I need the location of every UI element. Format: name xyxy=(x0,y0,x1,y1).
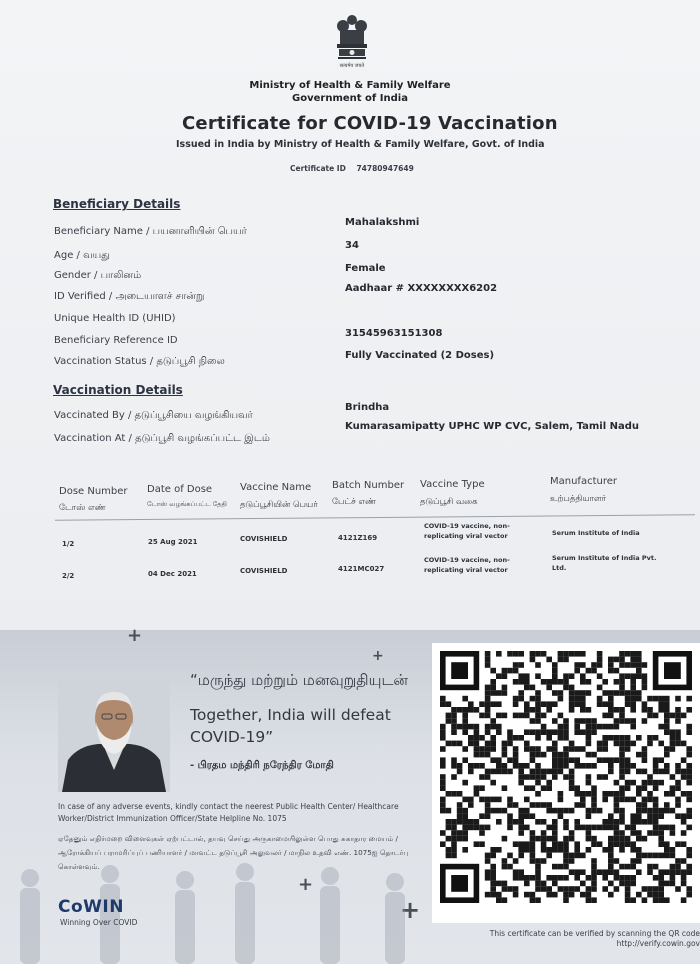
field-value: Kumarasamipatty UPHC WP CVC, Salem, Tamil Nadu xyxy=(345,421,640,432)
batch-number: 4121MC027 xyxy=(338,565,385,573)
table-header-ta: பேட்ச் எண் xyxy=(332,497,376,507)
field-value: 31545963151308 xyxy=(345,328,443,339)
adverse-events-contact: In case of any adverse events, kindly contact the neerest Public Health Center/ Healthcare Worker/District Immunization Officer/State Helpline No. 1075 xyxy=(58,802,399,823)
field-value: Aadhaar # XXXXXXXX6202 xyxy=(345,283,498,294)
table-divider xyxy=(55,514,695,521)
vaccine-type: COVID-19 vaccine, non-replicating viral vector xyxy=(424,522,510,540)
field-value: Fully Vaccinated (2 Doses) xyxy=(345,350,495,361)
table-header-ta: டோஸ் எண் xyxy=(59,503,106,513)
field-label: Gender / பாலினம் xyxy=(54,270,142,281)
table-header-ta: டோஸ் வழங்கப்பட்ட தேதி xyxy=(147,500,227,508)
qr-code[interactable] xyxy=(432,643,700,923)
table-header-ta: தடுப்பூசி வகை xyxy=(420,497,478,507)
beneficiary-heading: Beneficiary Details xyxy=(53,197,181,211)
vaccine-name: COVISHIELD xyxy=(240,567,288,575)
table-header: Dose Number xyxy=(59,486,128,497)
dose-number: 1/2 xyxy=(62,540,75,548)
plus-icon: + xyxy=(372,648,384,664)
field-label: Vaccinated By / தடுப்பூசியை வழங்கியவர் xyxy=(54,410,253,421)
field-value: Mahalakshmi xyxy=(345,217,420,228)
field-label: Vaccination Status / தடுப்பூசி நிலை xyxy=(54,356,225,367)
table-header-ta: தடுப்பூசியின் பெயர் xyxy=(240,500,318,510)
vaccination-heading: Vaccination Details xyxy=(53,383,183,397)
quote-english: Together, India will defeat COVID-19” xyxy=(190,706,391,746)
field-value: Female xyxy=(345,263,386,274)
field-label: Age / வயது xyxy=(54,250,110,261)
dose-number: 2/2 xyxy=(62,572,75,580)
field-label: Beneficiary Name / பயனாளியின் பெயர் xyxy=(54,226,247,237)
quote-attribution: - பிரதம மந்திரி நரேந்திர மோதி xyxy=(190,760,334,771)
vaccine-type: COVID-19 vaccine, non-replicating viral vector xyxy=(424,556,510,574)
verify-note xyxy=(462,929,700,949)
dose-date: 25 Aug 2021 xyxy=(148,538,198,546)
certificate-id-label: Certificate ID xyxy=(290,164,346,173)
field-label: ID Verified / அடையாளச் சான்று xyxy=(54,291,205,302)
field-label: Vaccination At / தடுப்பூசி வழங்கப்பட்ட இடம் xyxy=(54,433,270,444)
vaccine-name: COVISHIELD xyxy=(240,535,288,543)
table-header: Batch Number xyxy=(332,480,405,491)
table-header-ta: உற்பத்தியாளர் xyxy=(550,494,607,504)
certificate-id-value: 74780947649 xyxy=(356,164,414,173)
emblem-caption: सत्यमेव जयते xyxy=(339,63,365,69)
cowin-tagline: Winning Over COVID xyxy=(60,918,138,927)
plus-icon: + xyxy=(400,896,421,924)
dose-date: 04 Dec 2021 xyxy=(148,570,197,578)
batch-number: 4121Z169 xyxy=(338,534,378,542)
issued-by: Issued in India by Ministry of Health & Family Welfare, Govt. of India xyxy=(176,139,545,150)
field-value: Brindha xyxy=(345,402,390,413)
government-name: Government of India xyxy=(292,93,408,104)
manufacturer: Serum Institute of India Pvt. Ltd. xyxy=(552,554,657,572)
cowin-logo: CoWIN xyxy=(58,897,124,917)
table-header: Vaccine Type xyxy=(420,479,485,490)
certificate-title: Certificate for COVID-19 Vaccination xyxy=(182,113,558,134)
table-header: Manufacturer xyxy=(550,476,617,487)
table-header: Date of Dose xyxy=(147,484,213,495)
field-label: Unique Health ID (UHID) xyxy=(54,313,176,324)
certificate-id xyxy=(290,164,414,173)
plus-icon: + xyxy=(127,625,143,646)
field-label: Beneficiary Reference ID xyxy=(54,335,178,346)
table-header: Vaccine Name xyxy=(240,482,312,493)
verify-url[interactable]: http://verify.cowin.gov xyxy=(616,939,700,948)
ministry-name: Ministry of Health & Family Welfare xyxy=(249,80,451,91)
portrait-image xyxy=(58,680,170,792)
field-value: 34 xyxy=(345,240,359,251)
adverse-events-contact-tamil: ஏதேனும் எதிர்மறை விளைவுகள் ஏற்பட்டால், தயவு செய்து அருகாமையிலுள்ள பொது சுகாதார மையம் / ஆரோக்கியப் பராமரிப்புப் பணியாளர் / மாவட்ட தடுப்பூசி அலுவலர் / மாநில உதவி எண். 1075ஐ தொடர்பு கொள்ளவும். xyxy=(58,834,409,871)
plus-icon: + xyxy=(298,874,314,895)
verify-text: This certificate can be verified by scanning the QR code xyxy=(489,929,700,938)
manufacturer: Serum Institute of India xyxy=(552,529,640,537)
quote-tamil: “மருந்து மற்றும் மனவுறுதியுடன் xyxy=(190,671,408,689)
